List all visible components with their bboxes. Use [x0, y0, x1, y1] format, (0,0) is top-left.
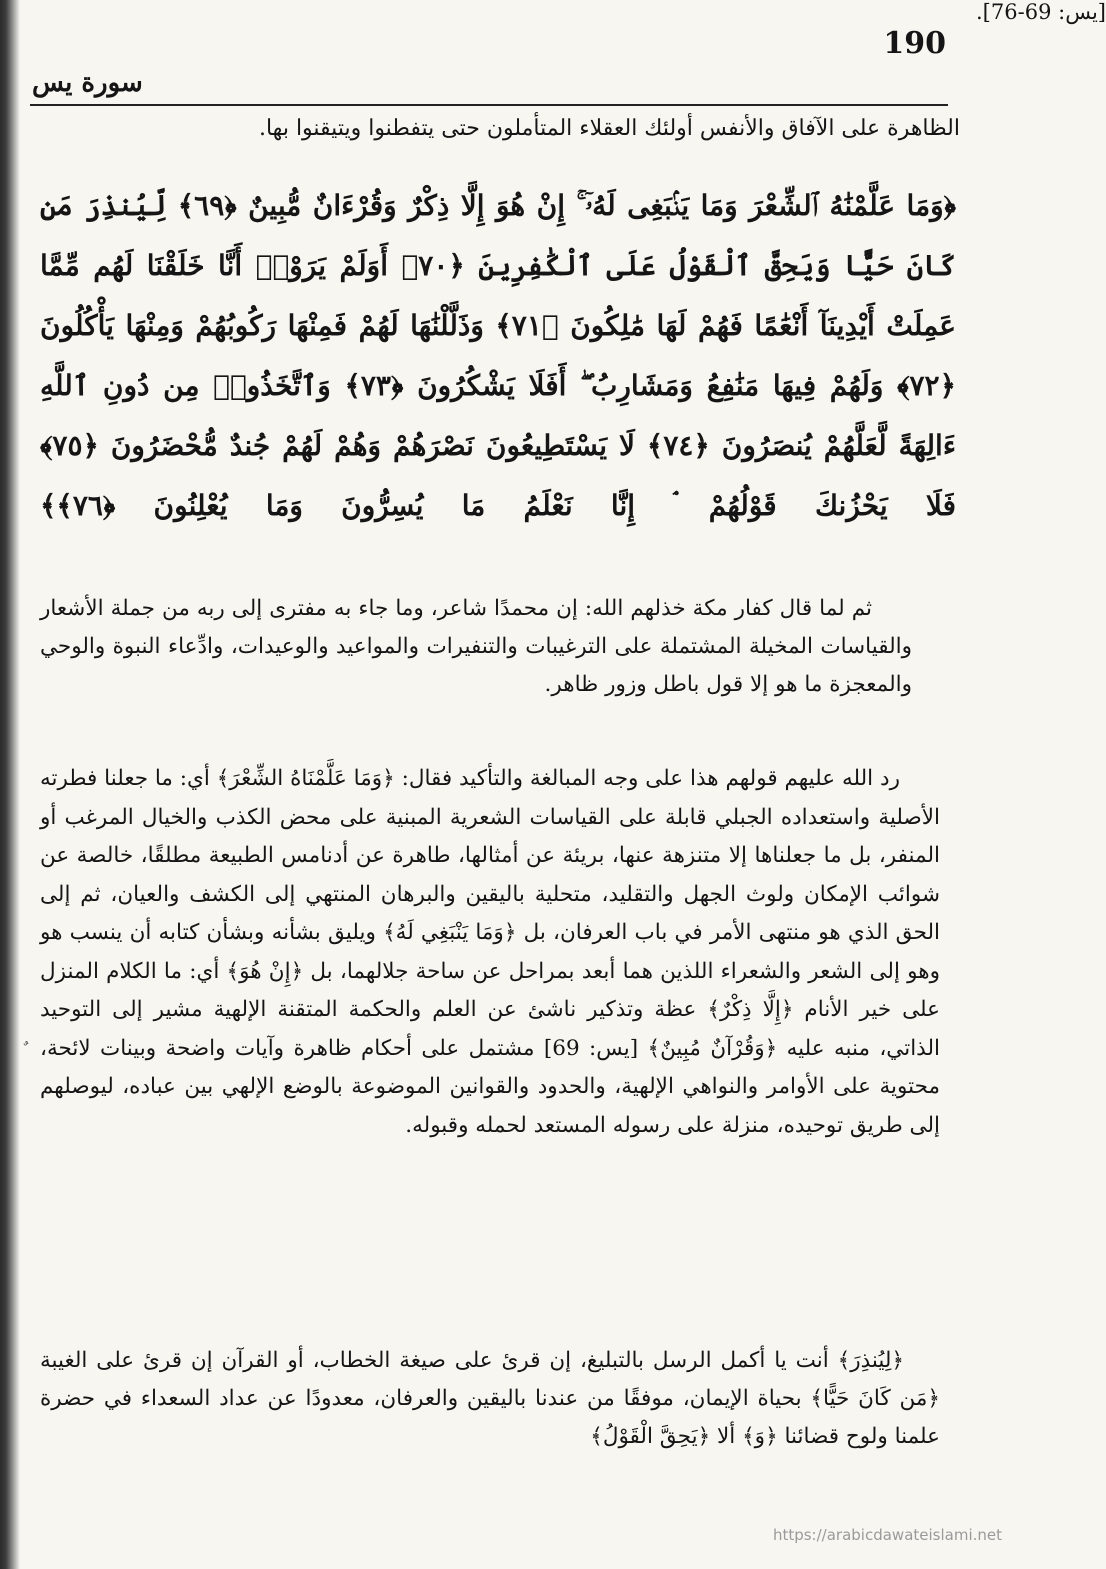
surah-title: سورة يس [32, 68, 143, 98]
commentary-paragraph-1: ثم لما قال كفار مكة خذلهم الله: إن محمدًا شاعر، وما جاء به مفترى إلى ربه من جملة الأشعار والقياسات المخيلة المشتملة على الترغيبات والتنفيرات والمواعيد والوعيدات، وادِّعاء النبوة والوحي والمعجزة ما هو إلا قول باطل وزور ظاهر. [40, 596, 912, 697]
intro-paragraph: الظاهرة على الآفاق والأنفس أولئك العقلاء المتأملون حتى يتفطنوا ويتيقنوا بها. [258, 116, 960, 141]
header-divider [30, 104, 948, 106]
commentary-paragraph-2: رد الله عليهم قولهم هذا على وجه المبالغة والتأكيد فقال: ﴿وَمَا عَلَّمْنَاهُ الشِّعْرَ﴾ أي: ما جعلنا فطرته الأصلية واستعداده الجبلي قابلة على القياسات الشعرية المبنية على محض الكذب والخيال المرغب أو المنفر، بل ما جعلناها إلا متنزهة عنها، بريئة عن أمثالها، طاهرة عن أدنامس الطبيعة مطلقًا، خالصة عن شوائب الإمكان ولوث الجهل والتقليد، متحلية باليقين والبرهان المنتهي إلى الكشف والعيان، ثم إلى الحق الذي هو منتهى الأمر في باب العرفان، بل ﴿وَمَا يَنْبَغِي لَهُ﴾ ويليق بشأنه وبشأن كتابه أن ينسب هو وهو إلى الشعر والشعراء اللذين هما أبعد بمراحل عن ساحة جلالهما، بل ﴿إِنْ هُوَ﴾ أي: ما الكلام المنزل على خير الأنام ﴿إِلَّا ذِكْرٌ﴾ عظة وتذكير ناشئ عن العلم والحكمة المتقنة الإلهية مشير إلى التوحيد الذاتي، منبه عليه ﴿وَقُرْآنٌ مُبِينٌ﴾ [يس: 69] مشتمل على أحكام ظاهرة وآيات واضحة وبينات لائحة، محتوية على الأوامر والنواهي الإلهية، والحدود والقوانين الموضوعة بالوضع الإلهي بين عباده، ليوصلهم إلى طريق توحيده، منزلة على رسوله المستعد لحمله وقبوله. [40, 766, 940, 1138]
quran-verses-block: ﴿وَمَا عَلَّمْنَٰهُ ٱلشِّعْرَ وَمَا يَنۢبَغِى لَهُۥٓ ۚ إِنْ هُوَ إِلَّا ذِكْرٌ وَقُرْءَانٌ مُّبِينٌ ﴿٦٩﴾ لِّيُنذِرَ مَن كَانَ حَيًّا وَيَحِقَّ ٱلْقَوْلُ عَلَى ٱلْكَٰفِرِينَ ﴿٧٠﴾ أَوَلَمْ يَرَوْا۟ أَنَّا خَلَقْنَا لَهُم مِّمَّا عَمِلَتْ أَيْدِينَآ أَنْعَٰمًا فَهُمْ لَهَا مَٰلِكُونَ ﴿٧١﴾ وَذَلَّلْنَٰهَا لَهُمْ فَمِنْهَا رَكُوبُهُمْ وَمِنْهَا يَأْكُلُونَ ﴿٧٢﴾ وَلَهُمْ فِيهَا مَنَٰفِعُ وَمَشَارِبُ ۖ أَفَلَا يَشْكُرُونَ ﴿٧٣﴾ وَٱتَّخَذُوا۟ مِن دُونِ ٱللَّهِ ءَالِهَةً لَّعَلَّهُمْ يُنصَرُونَ ﴿٧٤﴾ لَا يَسْتَطِيعُونَ نَصْرَهُمْ وَهُمْ لَهُمْ جُندٌ مُّحْضَرُونَ ﴿٧٥﴾ فَلَا يَحْزُنكَ قَوْلُهُمْ ۘ إِنَّا نَعْلَمُ مَا يُسِرُّونَ وَمَا يُعْلِنُونَ ﴿٧٦﴾﴾ [40, 189, 956, 522]
scan-binding-edge [0, 0, 20, 1569]
commentary-paragraph-3: ﴿لِيُنذِرَ﴾ أنت يا أكمل الرسل بالتبليغ، إن قرئ على صيغة الخطاب، أو القرآن إن قرئ على الغيبة ﴿مَن كَانَ حَيًّا﴾ بحياة الإيمان، موفقًا من عندنا باليقين والعرفان، معدودًا عن عداد السعداء في حضرة علمنا ولوح قضائنا ﴿وَ﴾ ألا ﴿يَحِقَّ الْقَوْلُ﴾ [40, 1348, 940, 1449]
website-watermark: https://arabicdawateislami.net [772, 1526, 1002, 1544]
page-number: 190 [883, 26, 946, 61]
quran-reference: [يس: 69-76]. [975, 0, 1106, 24]
